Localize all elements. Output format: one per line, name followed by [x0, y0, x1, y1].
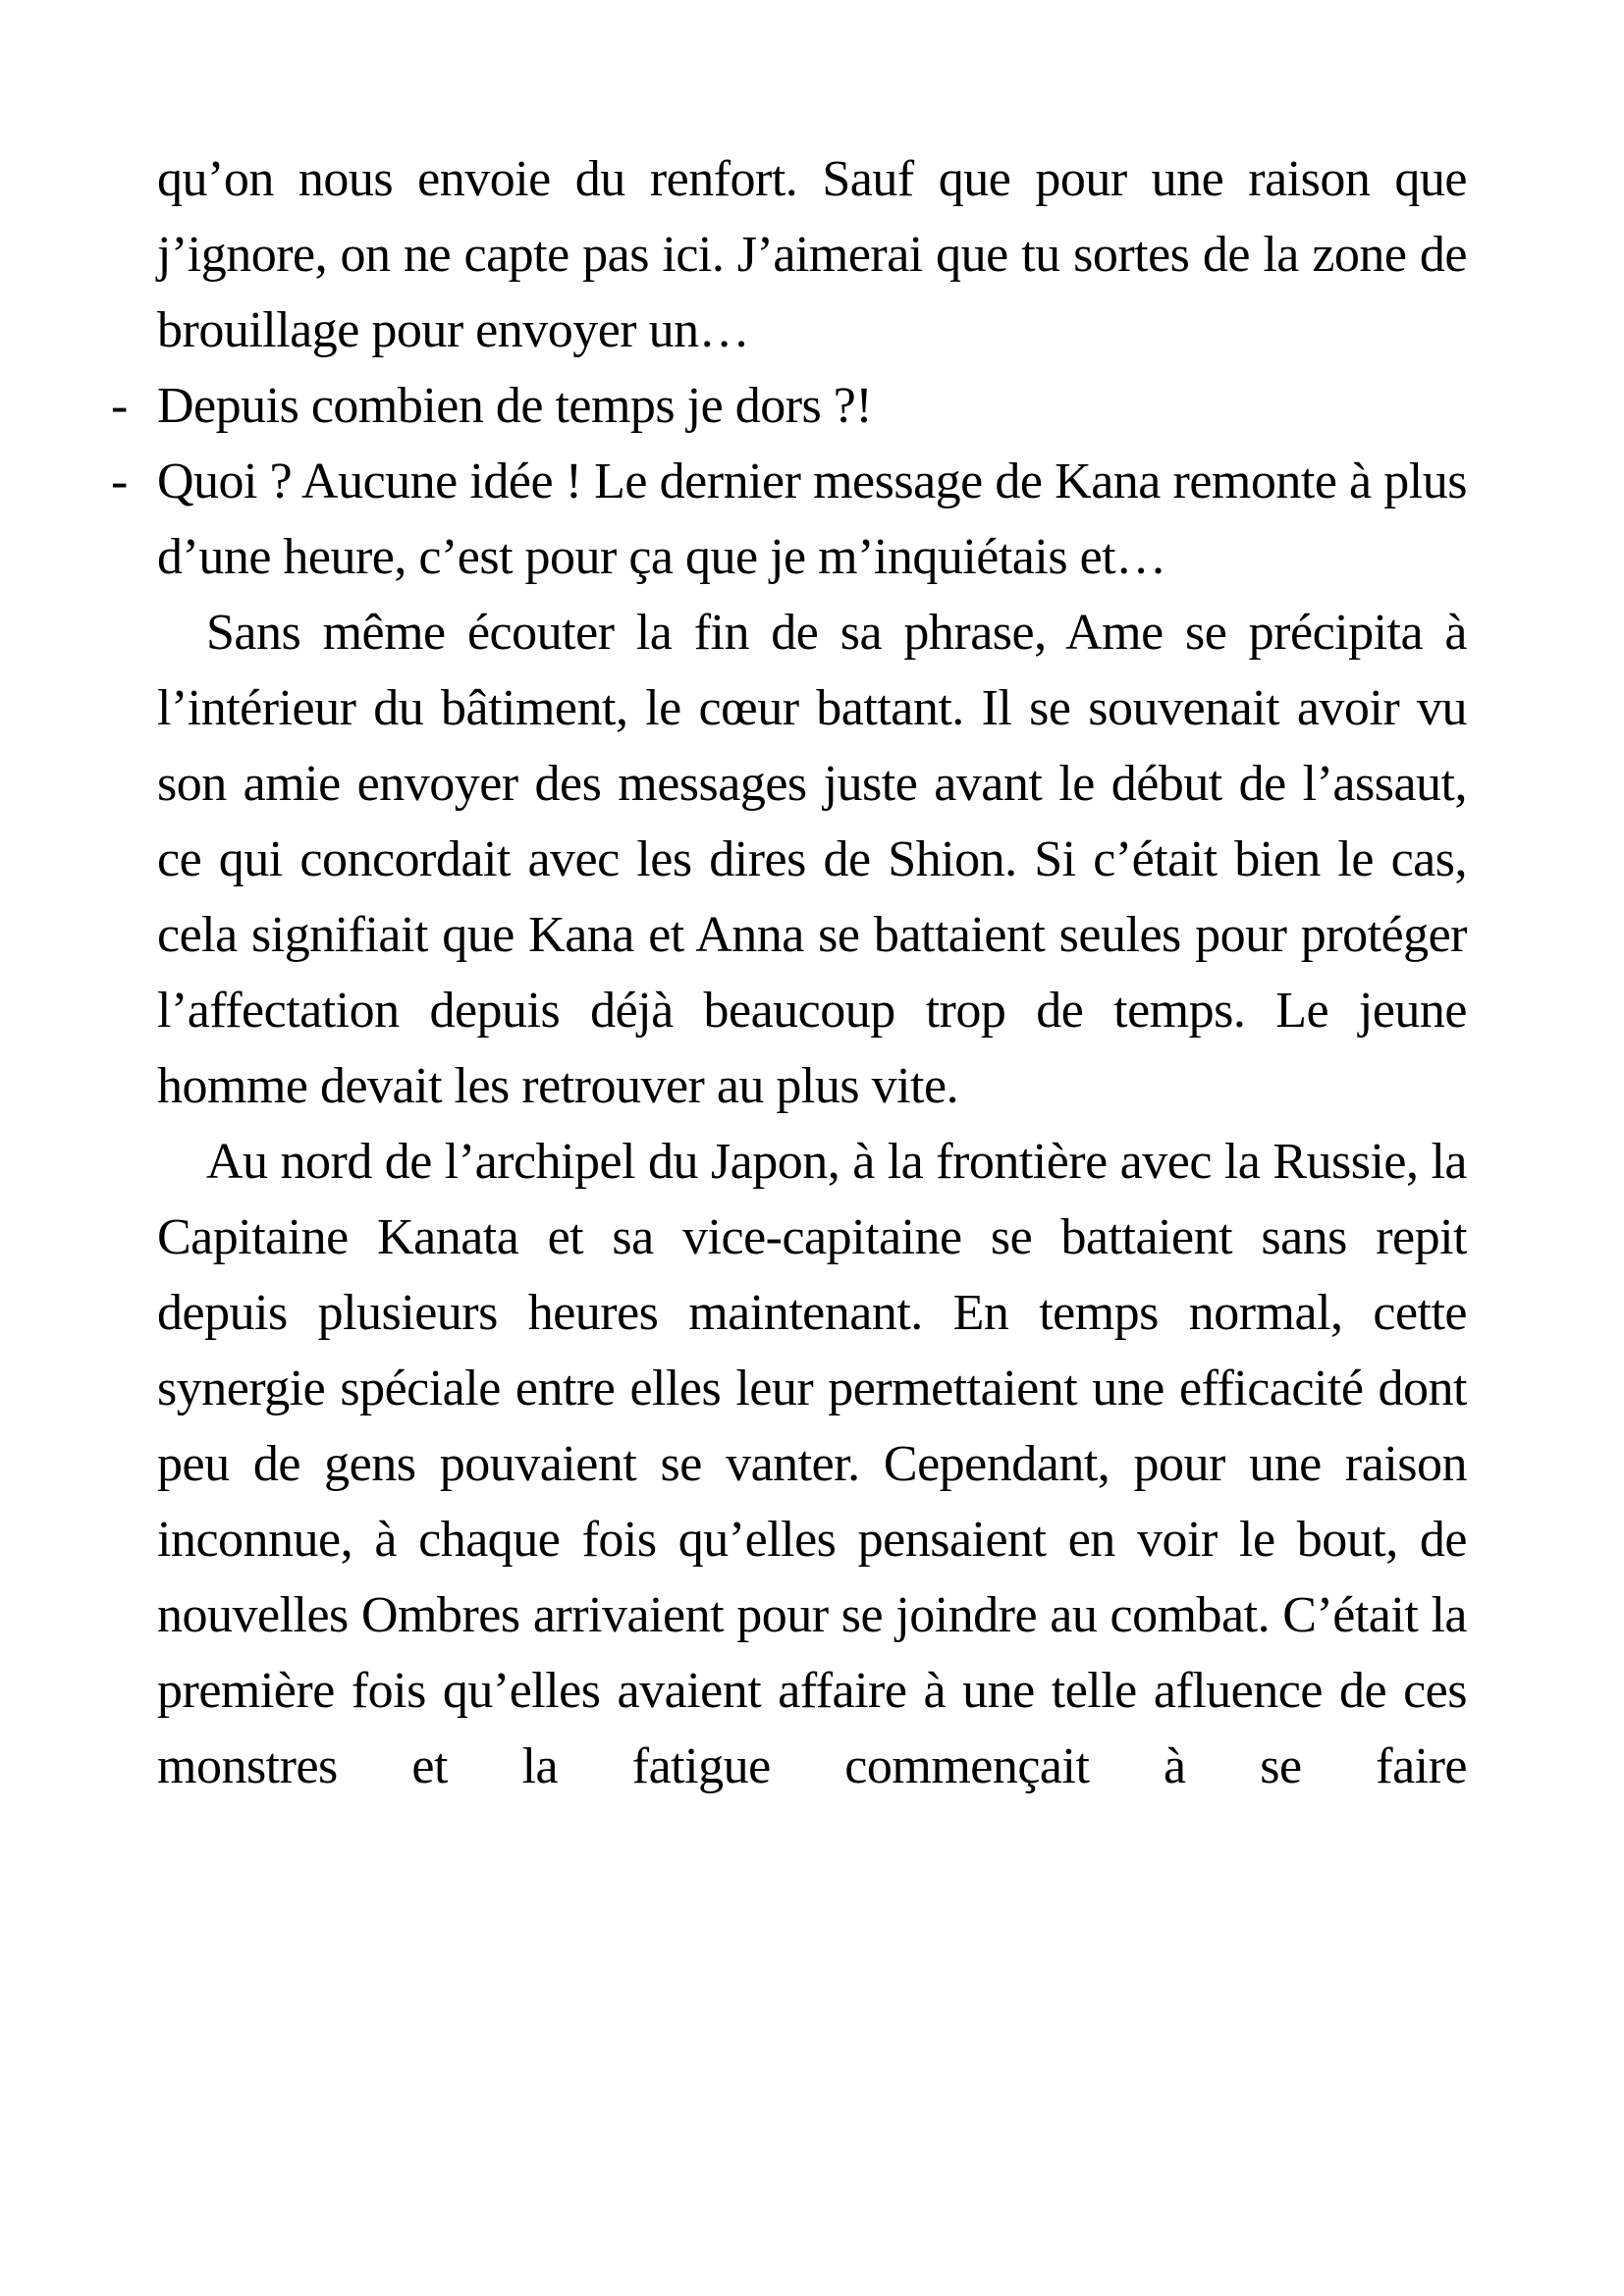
dialogue-dash: - — [111, 378, 128, 434]
paragraph-narration-1: Sans même écouter la fin de sa phrase, Ame se précipita à l’intérieur du bâtiment, le cœur battant. Il se souvenait avoir vu son amie envoyer des messages juste avant le début de l’assaut, ce qui concordait avec les dires de Shion. Si c’était bien le cas, cela signifiait que Kana et Anna se battaient seules pour protéger l’affectation depuis déjà beaucoup trop de temps. Le jeune homme devait les retrouver au plus vite. — [157, 605, 1467, 1114]
dialogue-line-2 — [111, 444, 1467, 595]
dialogue-dash: - — [111, 454, 128, 509]
paragraph-narration-2: Au nord de l’archipel du Japon, à la frontière avec la Russie, la Capitaine Kanata et sa vice-capitaine se battaient sans repit depuis plusieurs heures maintenant. En temps normal, cette synergie spéciale entre elles leur permettaient une efficacité dont peu de gens pouvaient se vanter. Cependant, pour une raison inconnue, à chaque fois qu’elles pensaient en voir le bout, de nouvelles Ombres arrivaient pour se joindre au combat. C’était la première fois qu’elles avaient affaire à une telle afluence de ces monstres et la fatigue commençait à se faire — [157, 1134, 1467, 1794]
paragraph-dialogue-continuation: qu’on nous envoie du renfort. Sauf que pour une raison que j’ignore, on ne capte pas ici. J’aimerai que tu sortes de la zone de brouillage pour envoyer un… — [157, 151, 1467, 358]
text-column — [111, 141, 1467, 1804]
dialogue-text: Quoi ? Aucune idée ! Le dernier message de Kana remonte à plus d’une heure, c’est pour ça que je m’inquiétais et… — [157, 454, 1467, 585]
dialogue-line-1 — [111, 368, 1467, 444]
dialogue-text: Depuis combien de temps je dors ?! — [157, 378, 873, 434]
